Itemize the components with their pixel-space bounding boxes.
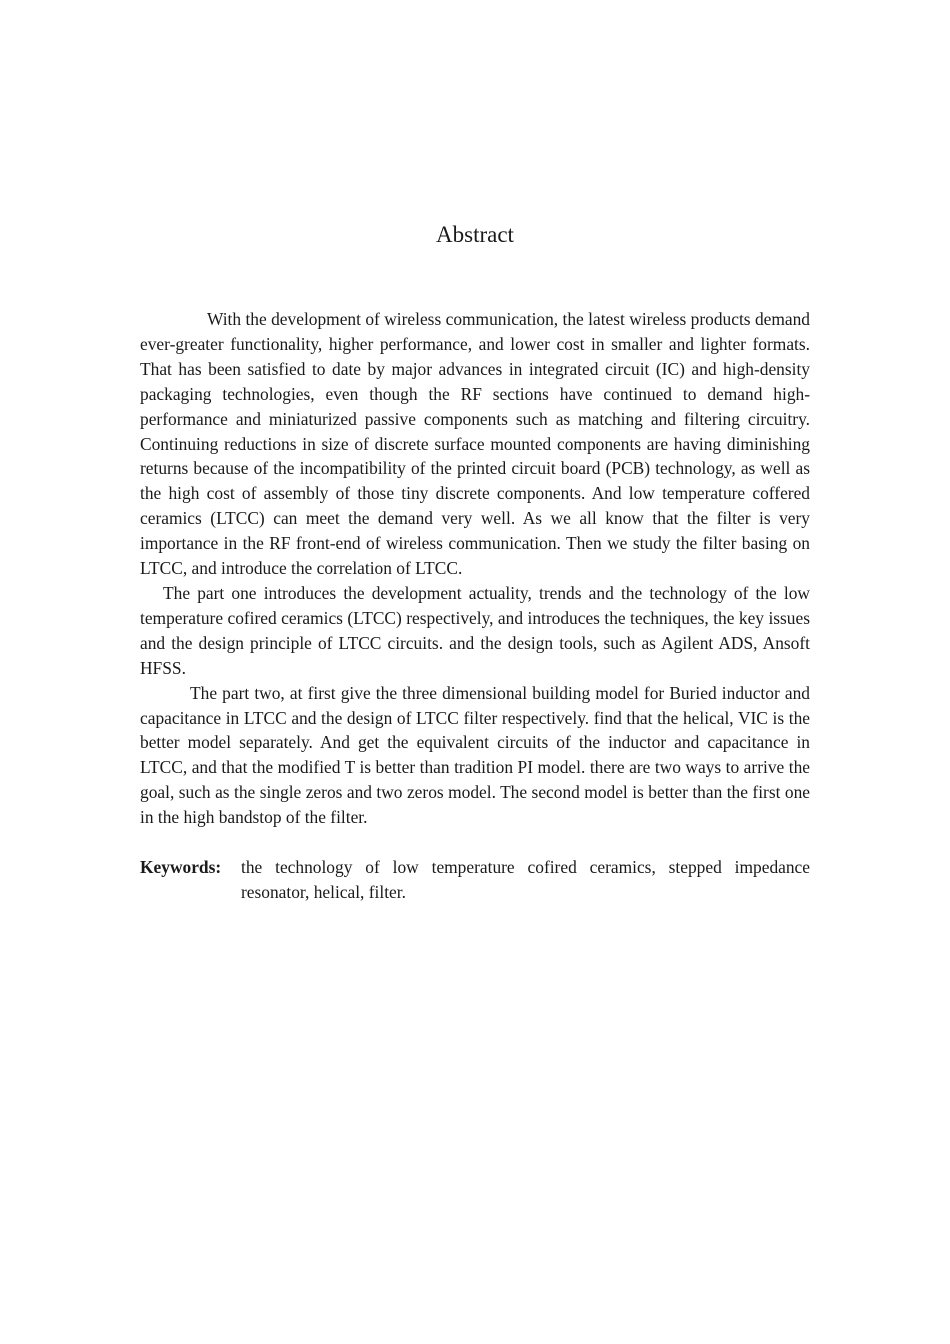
keywords-label: Keywords: xyxy=(140,857,222,878)
abstract-paragraph-2: The part one introduces the development actuality, trends and the technology of the low temperature cofired ceramics (LTCC) respectively, and introduces the techniques, the key issues and the design principle of LTCC circuits. and the design tools, such as Agilent ADS, Ansoft HFSS. xyxy=(140,582,810,678)
abstract-paragraph-1: With the development of wireless communication, the latest wireless products demand ever-greater functionality, higher performance, and lower cost in smaller and lighter formats. That has been satisfied to date by major advances in integrated circuit (IC) and high-density packaging technologies, even though the RF sections have continued to demand high-performance and miniaturized passive components such as matching and filtering circuitry. Continuing reductions in size of discrete surface mounted components are having diminishing returns because of the incompatibility of the printed circuit board (PCB) technology, as well as the high cost of assembly of those tiny discrete components. And low temperature coffered ceramics (LTCC) can meet the demand very well. As we all know that the filter is very importance in the RF front-end of wireless communication. Then we study the filter basing on LTCC, and introduce the correlation of LTCC. xyxy=(140,309,810,579)
page-title: Abstract xyxy=(436,222,514,247)
abstract-body xyxy=(140,307,810,905)
keywords-block xyxy=(140,855,810,905)
keywords-text: the technology of low temperature cofired ceramics, stepped impedance resonator, helical, filter. xyxy=(241,857,810,902)
abstract-paragraph-3: The part two, at first give the three dimensional building model for Buried inductor and capacitance in LTCC and the design of LTCC filter respectively. find that the helical, VIC is the better model separately. And get the equivalent circuits of the inductor and capacitance in LTCC, and that the modified T is better than tradition PI model. there are two ways to arrive the goal, such as the single zeros and two zeros model. The second model is better than the first one in the high bandstop of the filter. xyxy=(140,682,810,828)
